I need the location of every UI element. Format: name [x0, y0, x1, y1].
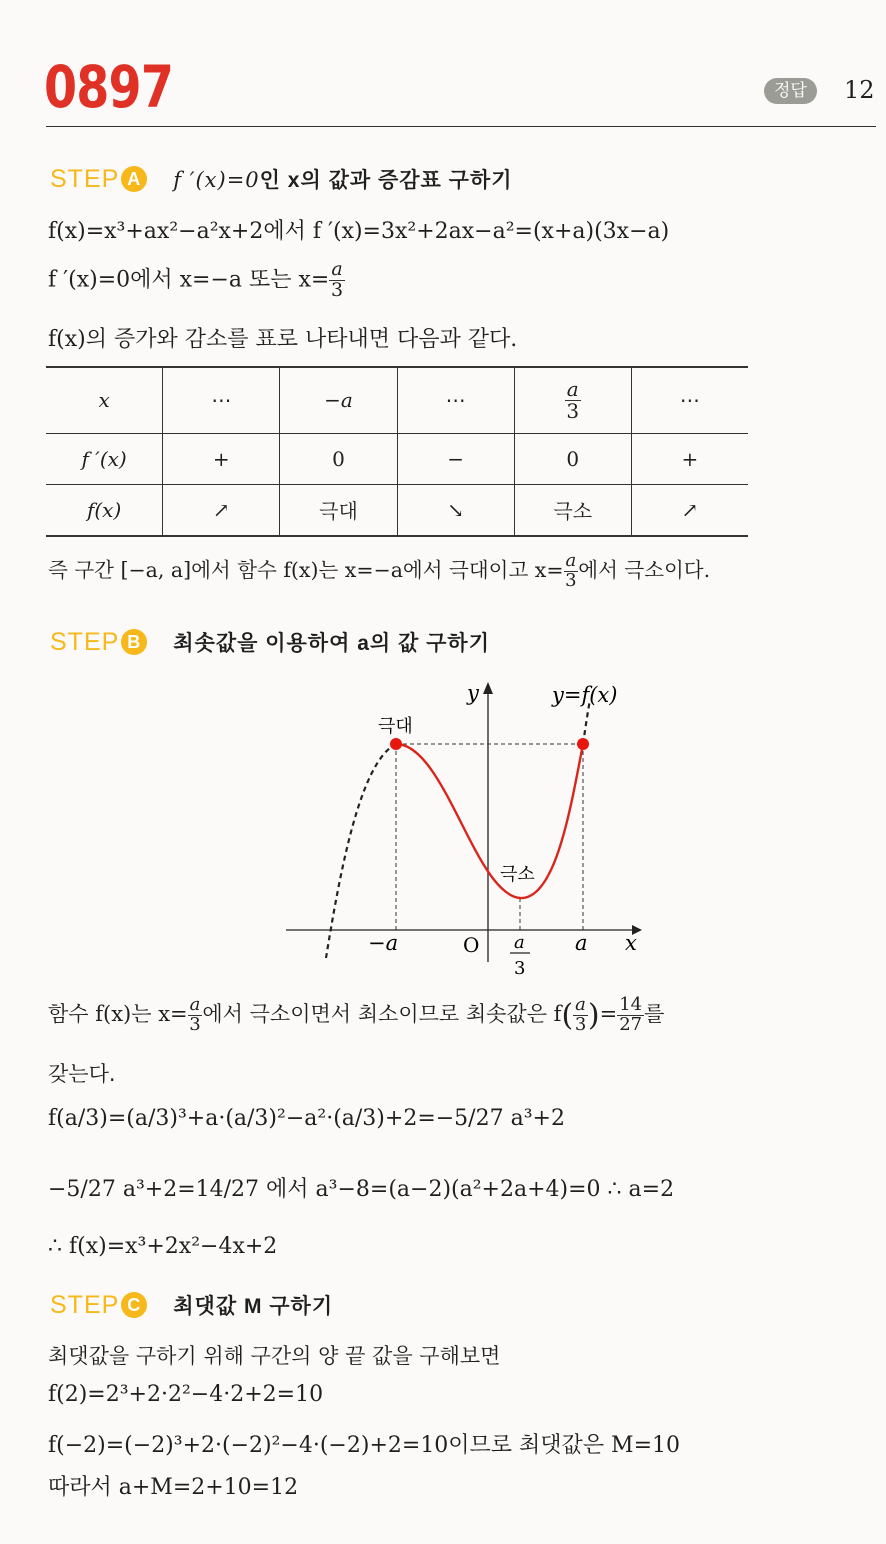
step-b-tag: STEP — [50, 628, 120, 656]
step-a-heading — [50, 164, 513, 194]
step-b-eq2: −5/27 a³+2=14/27 에서 a³−8=(a−2)(a²+2a+4)=0 ∴ a=2 — [48, 1177, 675, 1202]
table-cell: ⋯ — [397, 367, 514, 433]
table-cell-frac: $\frac{a}{3}$ — [514, 367, 631, 433]
function-graph — [270, 672, 660, 982]
step-a-title: f ′(x)=0인 x의 값과 증감표 구하기 — [173, 168, 513, 192]
header-rule — [46, 126, 876, 127]
step-b-para2: 갖는다. — [48, 1062, 116, 1086]
frac-a-over-3: $\frac{a}{3}$ — [330, 258, 344, 301]
step-c-line4: 따라서 a+M=2+10=12 — [48, 1475, 299, 1500]
table-cell: + — [163, 433, 280, 484]
step-c-letter: C — [121, 1292, 147, 1318]
step-b-para1: 함수 f(x)는 x= $\frac{a}{3}$ 에서 극소이면서 최소이므로 최솟값은 f( $\frac{a}{3}$ )= $\frac{14}{27}$ 를 — [48, 994, 665, 1035]
max-label: 극대 — [378, 716, 413, 737]
step-a-line1: f(x)=x³+ax²−a²x+2에서 f ′(x)=3x²+2ax−a²=(x+a)(3x−a) — [48, 219, 670, 244]
step-b-heading — [50, 627, 490, 657]
min-label: 극소 — [500, 864, 535, 885]
y-axis-label: y — [467, 681, 479, 705]
table-cell: − — [397, 433, 514, 484]
table-cell: + — [631, 433, 748, 484]
curve-label: y=f(x) — [552, 683, 618, 707]
table-row-f — [46, 484, 748, 536]
table-cell: f ′(x) — [81, 446, 127, 471]
tick-neg-a: −a — [368, 931, 399, 955]
table-cell: 극대 — [280, 484, 397, 536]
table-cell: f(x) — [86, 497, 122, 522]
table-cell: ↗ — [631, 484, 748, 536]
table-cell: ↘ — [397, 484, 514, 536]
step-b-eq1: f(a/3)=(a/3)³+a·(a/3)²−a²·(a/3)+2=−5/27 a³+2 — [48, 1106, 565, 1131]
max-point — [390, 738, 402, 750]
x-axis-label: x — [625, 931, 637, 955]
table-cell: x — [98, 388, 110, 413]
y-axis-arrow — [483, 682, 493, 694]
table-cell: −a — [280, 367, 397, 433]
table-cell: ↗ — [163, 484, 280, 536]
problem-number: 0897 — [44, 53, 174, 121]
table-cell: 0 — [514, 433, 631, 484]
step-a-letter: A — [121, 166, 147, 192]
step-c-tag: STEP — [50, 1291, 120, 1319]
step-b-title: 최솟값을 이용하여 a의 값 구하기 — [173, 632, 490, 655]
step-a-tag: STEP — [50, 165, 120, 193]
curve-left-tail — [326, 744, 399, 958]
table-cell: ⋯ — [631, 367, 748, 433]
table-cell: ⋯ — [163, 367, 280, 433]
answer-value: 12 — [844, 76, 875, 104]
step-c-line1: 최댓값을 구하기 위해 구간의 양 끝 값을 구해보면 — [48, 1344, 501, 1368]
step-c-title: 최댓값 M 구하기 — [173, 1295, 334, 1318]
curve-interval — [396, 744, 583, 898]
step-a-line2: f ′(x)=0에서 x=−a 또는 x= $\frac{a}{3}$ — [48, 258, 344, 301]
step-c-line2: f(2)=2³+2·2²−4·2+2=10 — [48, 1382, 324, 1407]
step-b-letter: B — [121, 629, 147, 655]
tick-a: a — [575, 931, 588, 955]
step-c-heading — [50, 1290, 333, 1320]
step-b-eq3: ∴ f(x)=x³+2x²−4x+2 — [48, 1234, 278, 1259]
step-a-line3: f(x)의 증가와 감소를 표로 나타내면 다음과 같다. — [48, 327, 518, 352]
table-cell: 극소 — [514, 484, 631, 536]
tick-a3-den: 3 — [514, 958, 526, 979]
answer-badge: 정답 — [764, 78, 817, 104]
table-row-x — [46, 367, 748, 433]
table-row-fprime — [46, 433, 748, 484]
tick-a3-num: a — [514, 932, 525, 953]
table-cell: 0 — [280, 433, 397, 484]
right-end-point — [577, 738, 589, 750]
step-c-line3: f(−2)=(−2)³+2·(−2)²−4·(−2)+2=10이므로 최댓값은 M=10 — [48, 1433, 681, 1458]
after-table-line: 즉 구간 [−a, a]에서 함수 f(x)는 x=−a에서 극대이고 x= $\frac{a}{3}$ 에서 극소이다. — [48, 550, 711, 591]
increase-decrease-table — [46, 366, 748, 537]
origin-label: O — [463, 933, 480, 957]
